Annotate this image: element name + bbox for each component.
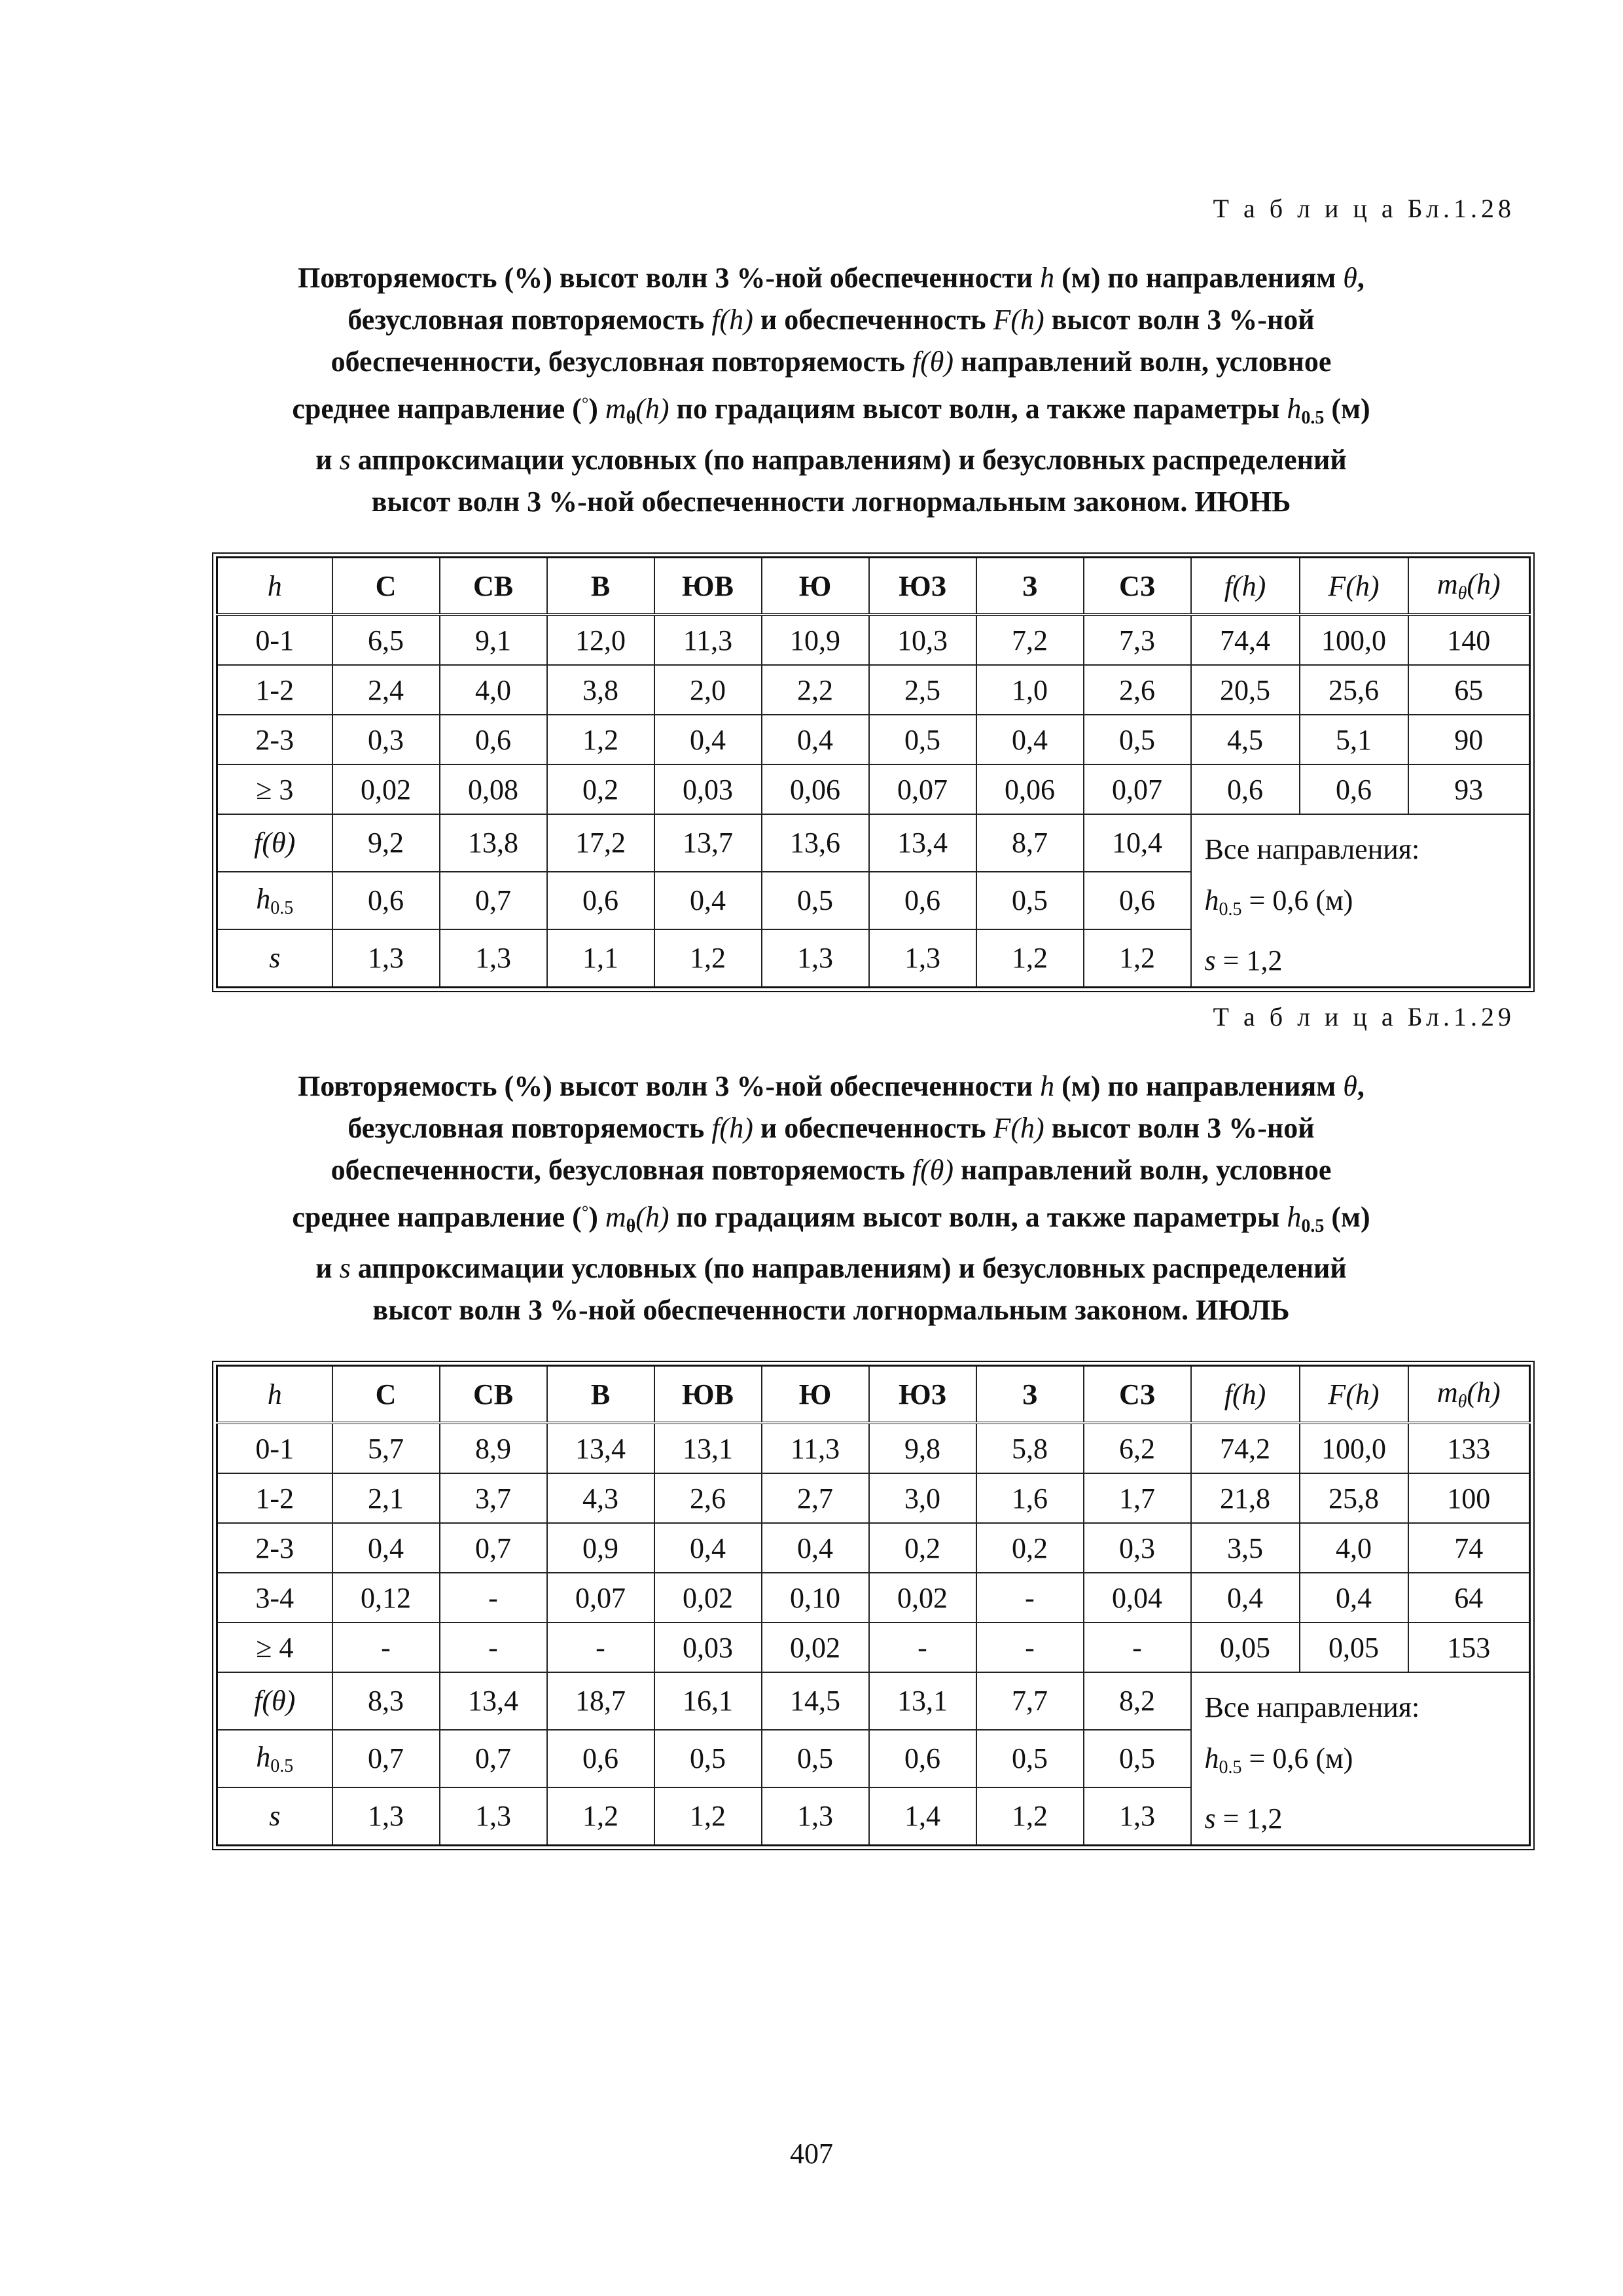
table-cell: 1,2 xyxy=(547,715,654,764)
table-cell: 1,6 xyxy=(976,1473,1084,1523)
table-cell: 6,5 xyxy=(332,615,440,665)
table-cell: 25,6 xyxy=(1300,665,1408,715)
row-header-cell: $h_{0.5}$ xyxy=(217,872,332,929)
row-header-cell: f(θ) xyxy=(217,814,332,872)
table-header-row xyxy=(217,1366,1530,1424)
table-row xyxy=(217,1523,1530,1573)
table-cell: 0,4 xyxy=(332,1523,440,1573)
table-row xyxy=(217,615,1530,665)
col-header-direction: Ю xyxy=(762,1366,869,1424)
table-cell: 1,2 xyxy=(654,1787,762,1846)
table-cell: 0,4 xyxy=(1300,1573,1408,1623)
table-cell: 11,3 xyxy=(654,615,762,665)
table-cell: 93 xyxy=(1408,764,1530,814)
table-cell: 74,2 xyxy=(1191,1423,1300,1473)
table-cell: 0,6 xyxy=(1300,764,1408,814)
table-cell: 0,4 xyxy=(654,715,762,764)
table-cell: - xyxy=(976,1623,1084,1672)
table-cell: 0,5 xyxy=(869,715,976,764)
table-cell: 0,5 xyxy=(654,1730,762,1787)
table-cell: 140 xyxy=(1408,615,1530,665)
table-cell: 0,4 xyxy=(762,715,869,764)
table-cell: 13,7 xyxy=(654,814,762,872)
table-cell: 0,03 xyxy=(654,764,762,814)
table-cell: 2,0 xyxy=(654,665,762,715)
table-cell: 1,3 xyxy=(332,929,440,988)
table-row xyxy=(217,1623,1530,1672)
table-cell: 21,8 xyxy=(1191,1473,1300,1523)
col-header-Fh: F(h) xyxy=(1300,558,1408,615)
table-cell: 1,3 xyxy=(762,929,869,988)
row-header-cell: 0-1 xyxy=(217,1423,332,1473)
table-cell: 2,4 xyxy=(332,665,440,715)
table-cell: 0,4 xyxy=(654,1523,762,1573)
table-cell: 0,06 xyxy=(762,764,869,814)
table-cell: 4,0 xyxy=(1300,1523,1408,1573)
col-header-direction: ЮВ xyxy=(654,1366,762,1424)
table-cell: 0,7 xyxy=(440,1730,547,1787)
table-cell: 5,1 xyxy=(1300,715,1408,764)
table-cell: 0,6 xyxy=(1191,764,1300,814)
table-cell: 20,5 xyxy=(1191,665,1300,715)
table-cell: - xyxy=(332,1623,440,1672)
table-caption-1: Повторяемость (%) высот волн 3 %-ной обеспеченности h (м) по направлениям θ, безусловная повторяемость f(h) и обеспеченность F(h) высот волн 3 %-ной обеспеченности, безусловная повторяемость f(θ) направлений волн, условное среднее направление (°) $m_\theta(h)$ по градациям высот волн, а также параметры $h_{0.5}$ (м) и s аппроксимации условных (по направлениям) и безусловных распределений высот волн 3 %-ной обеспеченности логнормальным законом. ИЮНЬ xyxy=(292,262,1370,518)
table-cell: 2,7 xyxy=(762,1473,869,1523)
row-header-cell: s xyxy=(217,929,332,988)
table-cell: 13,4 xyxy=(547,1423,654,1473)
table-cell: 1,2 xyxy=(1084,929,1191,988)
table-cell: 8,9 xyxy=(440,1423,547,1473)
table-cell: 0,5 xyxy=(1084,715,1191,764)
table-cell: 4,5 xyxy=(1191,715,1300,764)
table-cell: 3,8 xyxy=(547,665,654,715)
table-cell: 1,3 xyxy=(1084,1787,1191,1846)
row-header-cell: f(θ) xyxy=(217,1672,332,1730)
table-cell: 17,2 xyxy=(547,814,654,872)
table-cell: 2,1 xyxy=(332,1473,440,1523)
table-cell: 0,05 xyxy=(1191,1623,1300,1672)
table-cell: - xyxy=(547,1623,654,1672)
table-cell: - xyxy=(869,1623,976,1672)
table-cell: - xyxy=(1084,1623,1191,1672)
table-cell: 16,1 xyxy=(654,1672,762,1730)
table-cell: 13,4 xyxy=(440,1672,547,1730)
table-cell: 0,6 xyxy=(547,1730,654,1787)
col-header-direction: С xyxy=(332,1366,440,1424)
table-cell: 0,7 xyxy=(332,1730,440,1787)
table-cell: 0,05 xyxy=(1300,1623,1408,1672)
row-header-cell: s xyxy=(217,1787,332,1846)
table-cell: 13,4 xyxy=(869,814,976,872)
col-header-fh: f(h) xyxy=(1191,1366,1300,1424)
table-cell: 0,5 xyxy=(976,1730,1084,1787)
table-cell: 13,8 xyxy=(440,814,547,872)
col-header-direction: СВ xyxy=(440,558,547,615)
table-cell: 0,07 xyxy=(1084,764,1191,814)
row-header-cell: 2-3 xyxy=(217,1523,332,1573)
table-cell: 1,3 xyxy=(762,1787,869,1846)
col-header-h: h xyxy=(217,558,332,615)
table-label-2: Т а б л и ц а Бл.1.29 xyxy=(1213,1002,1515,1031)
col-header-direction: Ю xyxy=(762,558,869,615)
table-cell: 0,02 xyxy=(869,1573,976,1623)
table-cell: 0,7 xyxy=(440,872,547,929)
table-cell: 0,4 xyxy=(1191,1573,1300,1623)
table-row xyxy=(217,764,1530,814)
table-cell: 0,03 xyxy=(654,1623,762,1672)
table-cell: 133 xyxy=(1408,1423,1530,1473)
table-cell: 90 xyxy=(1408,715,1530,764)
table-cell: 100 xyxy=(1408,1473,1530,1523)
table-cell: 0,02 xyxy=(332,764,440,814)
col-header-Fh: F(h) xyxy=(1300,1366,1408,1424)
col-header-direction: СЗ xyxy=(1084,558,1191,615)
table-cell: 0,5 xyxy=(1084,1730,1191,1787)
col-header-direction: ЮЗ xyxy=(869,1366,976,1424)
table-cell: 0,6 xyxy=(1084,872,1191,929)
table-cell: 0,5 xyxy=(762,872,869,929)
table-cell: 5,8 xyxy=(976,1423,1084,1473)
table-cell: 0,2 xyxy=(547,764,654,814)
row-header-cell: 2-3 xyxy=(217,715,332,764)
table-label-1: Т а б л и ц а Бл.1.28 xyxy=(1213,194,1515,223)
table-cell: 0,4 xyxy=(654,872,762,929)
row-header-cell: 1-2 xyxy=(217,665,332,715)
table-cell: 25,8 xyxy=(1300,1473,1408,1523)
table-cell: 0,7 xyxy=(440,1523,547,1573)
table-cell: 0,6 xyxy=(440,715,547,764)
table-cell: 11,3 xyxy=(762,1423,869,1473)
table-cell: 1,2 xyxy=(976,1787,1084,1846)
table-cell: 3,7 xyxy=(440,1473,547,1523)
col-header-direction: СЗ xyxy=(1084,1366,1191,1424)
table-cell: 1,3 xyxy=(332,1787,440,1846)
col-header-fh: f(h) xyxy=(1191,558,1300,615)
table-cell: 13,1 xyxy=(869,1672,976,1730)
table-cell: - xyxy=(440,1623,547,1672)
table-cell: 0,08 xyxy=(440,764,547,814)
col-header-direction: В xyxy=(547,1366,654,1424)
table-cell: 153 xyxy=(1408,1623,1530,1672)
table-cell: 4,3 xyxy=(547,1473,654,1523)
col-header-direction: СВ xyxy=(440,1366,547,1424)
row-header-cell: ≥ 3 xyxy=(217,764,332,814)
table-cell: 8,3 xyxy=(332,1672,440,1730)
row-header-cell: 1-2 xyxy=(217,1473,332,1523)
table-cell: 1,3 xyxy=(440,929,547,988)
table-cell: 0,6 xyxy=(332,872,440,929)
col-header-h: h xyxy=(217,1366,332,1424)
data-table-june xyxy=(216,556,1531,988)
table-cell: 7,2 xyxy=(976,615,1084,665)
table-cell: 0,3 xyxy=(1084,1523,1191,1573)
table-row xyxy=(217,665,1530,715)
data-table-july xyxy=(216,1365,1531,1846)
table-cell: 1,1 xyxy=(547,929,654,988)
table-cell: 64 xyxy=(1408,1573,1530,1623)
table-cell: 8,2 xyxy=(1084,1672,1191,1730)
table-cell: 65 xyxy=(1408,665,1530,715)
row-header-cell: 3-4 xyxy=(217,1573,332,1623)
table-cell: 0,4 xyxy=(976,715,1084,764)
table-row xyxy=(217,715,1530,764)
table-cell: 8,7 xyxy=(976,814,1084,872)
table-cell: 6,2 xyxy=(1084,1423,1191,1473)
col-header-mtheta: $m_\theta(h)$ xyxy=(1408,1366,1530,1424)
col-header-direction: З xyxy=(976,558,1084,615)
table-cell: 9,8 xyxy=(869,1423,976,1473)
table-cell: 0,2 xyxy=(869,1523,976,1573)
table-cell: 10,9 xyxy=(762,615,869,665)
table-row-ftheta xyxy=(217,814,1530,872)
table-row xyxy=(217,1473,1530,1523)
table-cell: 0,6 xyxy=(547,872,654,929)
table-cell: 14,5 xyxy=(762,1672,869,1730)
table-cell: 0,9 xyxy=(547,1523,654,1573)
table-cell: 10,3 xyxy=(869,615,976,665)
table-cell: 12,0 xyxy=(547,615,654,665)
table-cell: 9,2 xyxy=(332,814,440,872)
table-cell: 2,2 xyxy=(762,665,869,715)
table-row xyxy=(217,1423,1530,1473)
table-cell: 18,7 xyxy=(547,1672,654,1730)
table-cell: 0,4 xyxy=(762,1523,869,1573)
table-cell: 1,0 xyxy=(976,665,1084,715)
table-caption-2: Повторяемость (%) высот волн 3 %-ной обеспеченности h (м) по направлениям θ, безусловная повторяемость f(h) и обеспеченность F(h) высот волн 3 %-ной обеспеченности, безусловная повторяемость f(θ) направлений волн, условное среднее направление (°) $m_\theta(h)$ по градациям высот волн, а также параметры $h_{0.5}$ (м) и s аппроксимации условных (по направлениям) и безусловных распределений высот волн 3 %-ной обеспеченности логнормальным законом. ИЮЛЬ xyxy=(292,1070,1370,1326)
table-cell: 0,02 xyxy=(762,1623,869,1672)
table-cell: 0,07 xyxy=(869,764,976,814)
table-cell: 0,6 xyxy=(869,872,976,929)
table-cell: 0,02 xyxy=(654,1573,762,1623)
table-cell: 74,4 xyxy=(1191,615,1300,665)
table-header-row xyxy=(217,558,1530,615)
table-cell: 1,4 xyxy=(869,1787,976,1846)
table-cell: 0,3 xyxy=(332,715,440,764)
table-cell: 1,2 xyxy=(976,929,1084,988)
table-cell: 7,7 xyxy=(976,1672,1084,1730)
col-header-direction: З xyxy=(976,1366,1084,1424)
table-cell: 13,6 xyxy=(762,814,869,872)
table-cell: 3,0 xyxy=(869,1473,976,1523)
table-cell: 0,5 xyxy=(976,872,1084,929)
table-cell: 13,1 xyxy=(654,1423,762,1473)
table-cell: 0,2 xyxy=(976,1523,1084,1573)
page-number: 407 xyxy=(790,2138,833,2170)
all-directions-note: Все направления: $h_{0.5} = 0,6$ (м) s = 1,2 xyxy=(1191,1672,1530,1846)
row-header-cell: ≥ 4 xyxy=(217,1623,332,1672)
table-cell: 9,1 xyxy=(440,615,547,665)
table-cell: 0,10 xyxy=(762,1573,869,1623)
table-cell: 0,06 xyxy=(976,764,1084,814)
col-header-direction: В xyxy=(547,558,654,615)
table-cell: 100,0 xyxy=(1300,1423,1408,1473)
table-cell: 0,6 xyxy=(869,1730,976,1787)
row-header-cell: $h_{0.5}$ xyxy=(217,1730,332,1787)
table-cell: 1,7 xyxy=(1084,1473,1191,1523)
table-cell: 2,6 xyxy=(654,1473,762,1523)
table-cell: - xyxy=(976,1573,1084,1623)
table-cell: 10,4 xyxy=(1084,814,1191,872)
table-cell: 2,6 xyxy=(1084,665,1191,715)
table-cell: 5,7 xyxy=(332,1423,440,1473)
row-header-cell: 0-1 xyxy=(217,615,332,665)
table-cell: 1,3 xyxy=(440,1787,547,1846)
table-cell: 0,07 xyxy=(547,1573,654,1623)
table-cell: 0,12 xyxy=(332,1573,440,1623)
table-cell: 1,3 xyxy=(869,929,976,988)
table-cell: 7,3 xyxy=(1084,615,1191,665)
table-cell: 2,5 xyxy=(869,665,976,715)
table-cell: - xyxy=(440,1573,547,1623)
table-cell: 100,0 xyxy=(1300,615,1408,665)
table-cell: 0,5 xyxy=(762,1730,869,1787)
table-cell: 0,04 xyxy=(1084,1573,1191,1623)
col-header-direction: ЮЗ xyxy=(869,558,976,615)
table-cell: 74 xyxy=(1408,1523,1530,1573)
table-cell: 1,2 xyxy=(654,929,762,988)
col-header-mtheta: $m_\theta(h)$ xyxy=(1408,558,1530,615)
all-directions-note: Все направления: $h_{0.5} = 0,6$ (м) s = 1,2 xyxy=(1191,814,1530,988)
col-header-direction: С xyxy=(332,558,440,615)
table-row-ftheta xyxy=(217,1672,1530,1730)
table-cell: 1,2 xyxy=(547,1787,654,1846)
table-row xyxy=(217,1573,1530,1623)
col-header-direction: ЮВ xyxy=(654,558,762,615)
table-cell: 3,5 xyxy=(1191,1523,1300,1573)
table-cell: 4,0 xyxy=(440,665,547,715)
